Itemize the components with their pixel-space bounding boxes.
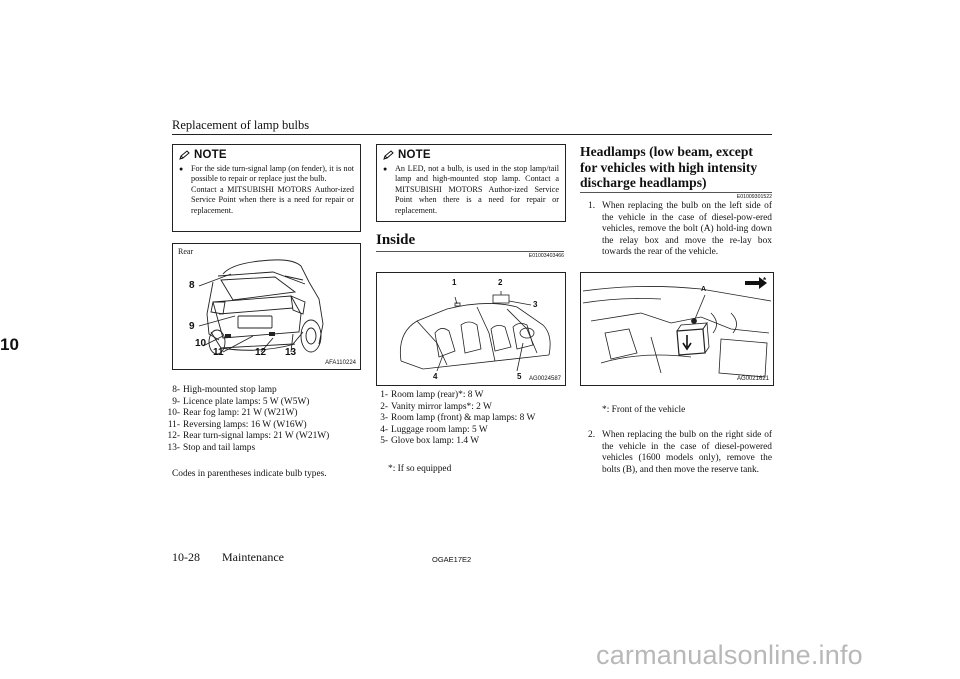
figure-code: AG0024587 bbox=[528, 376, 561, 382]
front-arrow-star: * bbox=[763, 276, 767, 285]
front-note: *: Front of the vehicle bbox=[602, 405, 686, 415]
footer-chapter: Maintenance bbox=[222, 550, 284, 564]
list-item: 3- Room lamp (front) & map lamps: 8 W bbox=[380, 413, 536, 424]
header-rule bbox=[172, 134, 772, 135]
note-body bbox=[179, 164, 354, 216]
callout-10: 10 bbox=[195, 338, 207, 349]
note-title: NOTE bbox=[398, 149, 431, 161]
interior-lamps-figure bbox=[376, 272, 566, 386]
figure-code: AG0021621 bbox=[736, 376, 769, 382]
list-item: 1- Room lamp (rear)*: 8 W bbox=[380, 390, 484, 400]
page-number: 10-28 bbox=[172, 550, 200, 564]
list-item: 8- High-mounted stop lamp bbox=[172, 385, 277, 395]
section-heading-inside: Inside bbox=[376, 232, 416, 248]
figure-code: AFA110224 bbox=[325, 360, 356, 366]
step-1: 1. When replacing the bulb on the left side of the vehicle in the case of diesel-pow-ered vehicles, remove the bolt (A) hold-ing down the relay box and move the re-lay box towards the rear of the vehicle. bbox=[588, 201, 772, 258]
note-header bbox=[383, 149, 565, 161]
pencil-note-icon bbox=[383, 150, 395, 160]
watermark: carmanualsonline.info bbox=[596, 640, 863, 670]
section-code: E01003403466 bbox=[528, 253, 564, 259]
note-bullet: ● bbox=[383, 166, 388, 173]
callout-5: 5 bbox=[517, 372, 522, 381]
rear-lamps-figure bbox=[172, 243, 361, 370]
list-item: 4- Luggage room lamp: 5 W bbox=[380, 424, 488, 435]
note-box-middle bbox=[376, 144, 566, 222]
interior-car-illustration bbox=[377, 273, 565, 385]
list-item: 5- Glove box lamp: 1.4 W bbox=[380, 436, 480, 447]
note-title: NOTE bbox=[194, 149, 227, 161]
codes-note: Codes in parentheses indicate bulb types. bbox=[172, 469, 327, 479]
interior-lamp-list bbox=[368, 390, 568, 448]
callout-8: 8 bbox=[189, 280, 195, 291]
note-text: For the side turn-signal lamp (on fender), it is not possible to repair or replace just the bulb. Contact a MITSUBISHI MOTORS Author-ized Service Point when there is a need for repair or replacement. bbox=[191, 164, 354, 215]
chapter-tab[interactable]: 10 bbox=[0, 335, 19, 354]
callout-13: 13 bbox=[285, 347, 297, 358]
footer-code: OGAE17E2 bbox=[432, 555, 472, 564]
section-rule bbox=[580, 192, 772, 193]
list-item: 12- Rear turn-signal lamps: 21 W (W21W) bbox=[167, 431, 330, 442]
callout-12: 12 bbox=[255, 347, 267, 358]
section-code: E01009301522 bbox=[736, 194, 772, 200]
list-item: 13- Stop and tail lamps bbox=[167, 442, 256, 453]
note-box-left bbox=[172, 144, 361, 232]
footnote: *: If so equipped bbox=[388, 464, 452, 474]
callout-3: 3 bbox=[533, 300, 538, 309]
section-rule bbox=[376, 251, 564, 252]
relay-box-figure bbox=[580, 272, 774, 386]
list-item: 11- Reversing lamps: 16 W (W16W) bbox=[167, 419, 307, 430]
running-header: Replacement of lamp bulbs bbox=[172, 118, 310, 132]
callout-2: 2 bbox=[498, 278, 503, 287]
callout-1: 1 bbox=[452, 278, 457, 287]
section-heading-headlamps: Headlamps (low beam, except for vehicles with high intensity discharge headlamps) bbox=[580, 144, 758, 190]
list-item: 9- Licence plate lamps: 5 W (W5W) bbox=[172, 396, 310, 407]
engine-bay-illustration bbox=[581, 273, 773, 385]
callout-4: 4 bbox=[433, 372, 438, 381]
pencil-note-icon bbox=[179, 150, 191, 160]
label-a: A bbox=[701, 286, 707, 293]
list-item: 2- Vanity mirror lamps*: 2 W bbox=[380, 401, 492, 412]
note-text: An LED, not a bulb, is used in the stop lamp/tail lamp and high-mounted stop lamp. Contact a MITSUBISHI MOTORS Author-ized Service Point when there is a need for repair or replacement. bbox=[395, 164, 559, 215]
rear-lamp-list bbox=[160, 385, 370, 455]
note-header bbox=[179, 149, 360, 161]
figure-label-rear: Rear bbox=[178, 247, 194, 256]
step-2: 2. When replacing the bulb on the right side of the vehicle in the case of diesel-powered vehicles (1600 models only), remove the bolts (B), and then move the reserve tank. bbox=[588, 430, 772, 475]
note-bullet: ● bbox=[179, 166, 184, 173]
callout-9: 9 bbox=[189, 321, 195, 332]
note-body bbox=[383, 164, 559, 216]
rear-car-illustration bbox=[173, 244, 360, 369]
list-item: 10- Rear fog lamp: 21 W (W21W) bbox=[167, 408, 298, 419]
callout-11: 11 bbox=[213, 347, 224, 358]
